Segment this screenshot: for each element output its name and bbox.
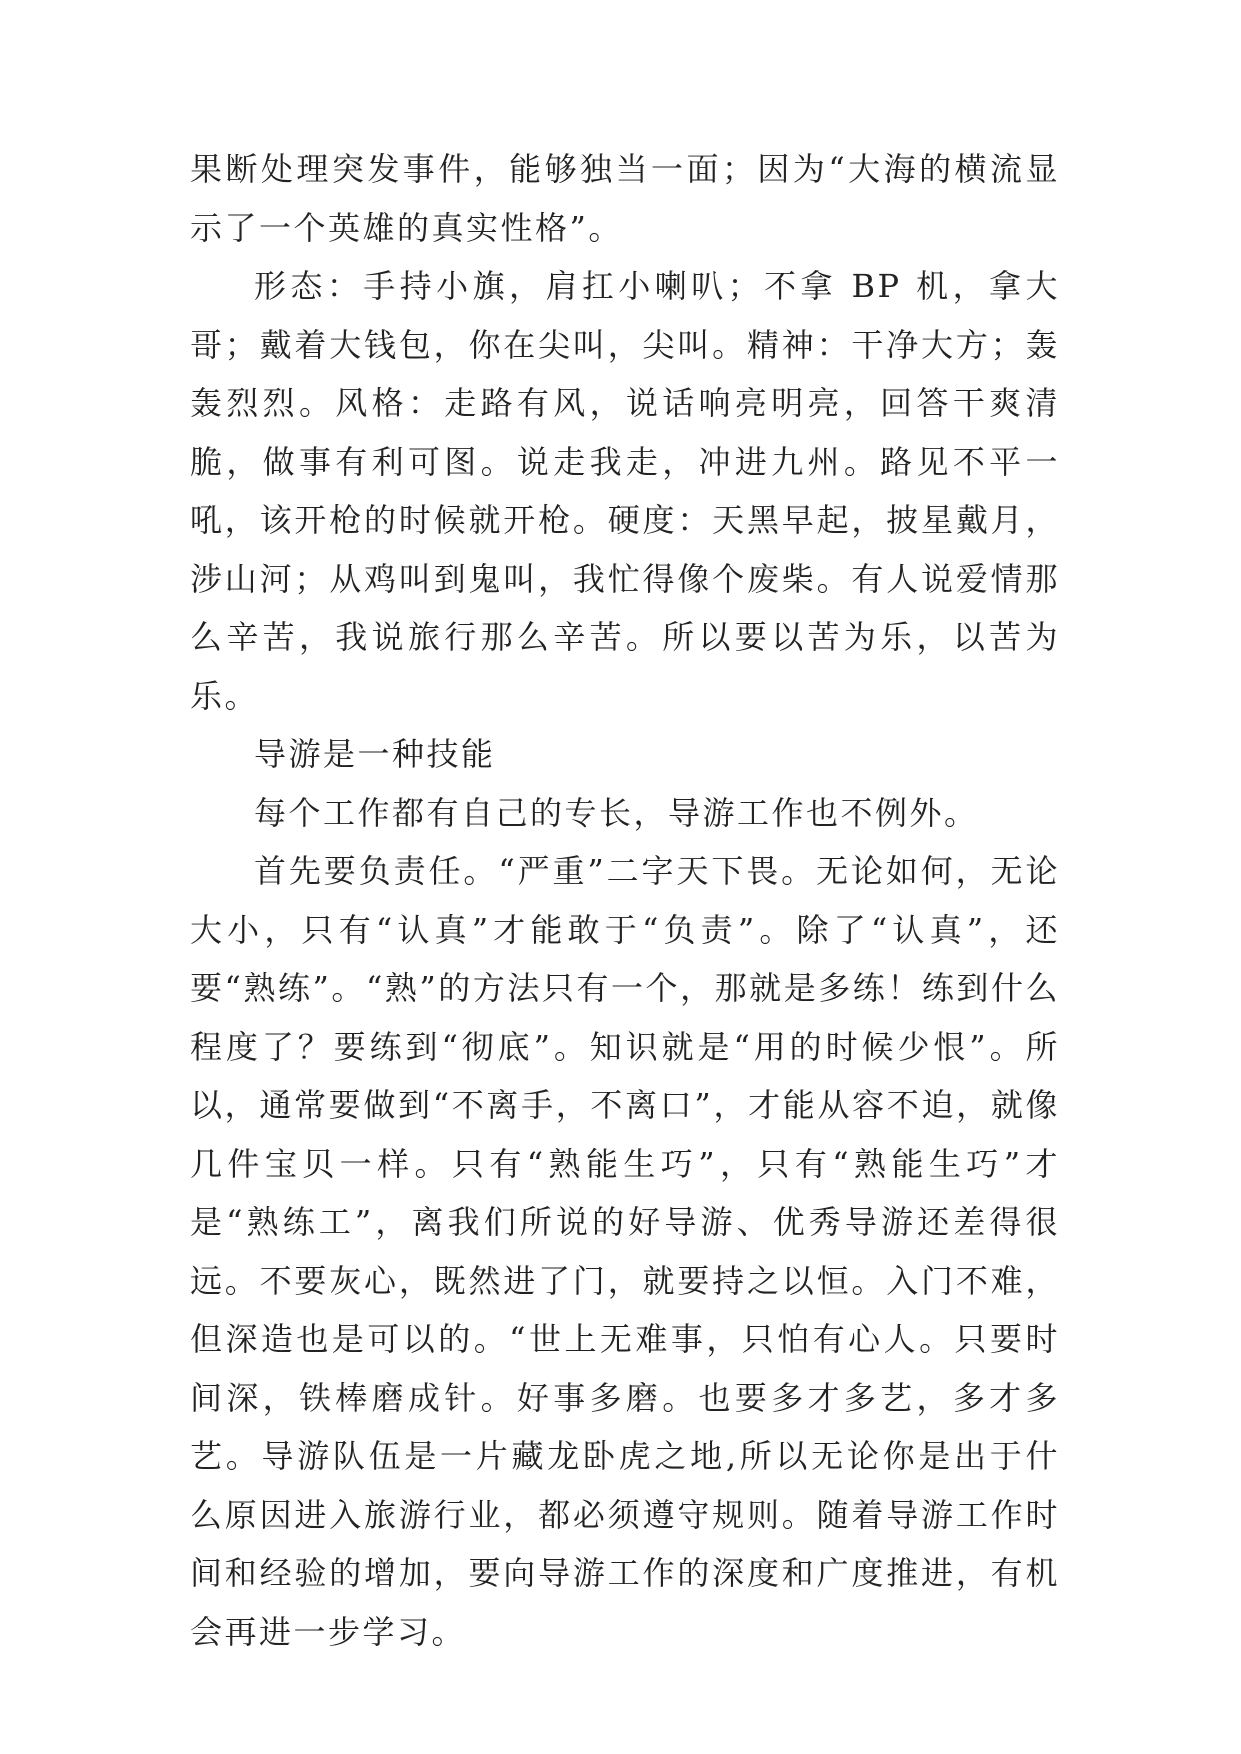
document-body — [190, 140, 1060, 1661]
paragraph-4: 每个工作都有自己的专长，导游工作也不例外。 — [254, 793, 979, 832]
paragraph-2: 形态：手持小旗，肩扛小喇叭；不拿 BP 机，拿大哥；戴着大钱包，你在尖叫，尖叫。精神：干净大方；轰轰烈烈。风格：走路有风，说话响亮明亮，回答干爽清脆，做事有利可图。说走我走，冲进九州。路见不平一吼，该开枪的时候就开枪。硬度：天黑早起，披星戴月，涉山河；从鸡叫到鬼叫，我忙得像个废柴。有人说爱情那么辛苦，我说旅行那么辛苦。所以要以苦为乐，以苦为乐。 — [190, 267, 1060, 715]
section-heading: 导游是一种技能 — [254, 735, 496, 773]
paragraph-5: 首先要负责任。“严重”二字天下畏。无论如何，无论大小，只有“认真”才能敢于“负责”。除了“认真”，还要“熟练”。“熟”的方法只有一个，那就是多练！练到什么程度了？要练到“彻底”。知识就是“用的时候少恨”。所以，通常要做到“不离手，不离口”，才能从容不迫，就像几件宝贝一样。只有“熟能生巧”，只有“熟能生巧”才是“熟练工”，离我们所说的好导游、优秀导游还差得很远。不要灰心，既然进了门，就要持之以恒。入门不难，但深造也是可以的。“世上无难事，只怕有心人。只要时间深，铁棒磨成针。好事多磨。也要多才多艺，多才多艺。导游队伍是一片藏龙卧虎之地,所以无论你是出于什么原因进入旅游行业，都必须遵守规则。随着导游工作时间和经验的增加，要向导游工作的深度和广度推进，有机会再进一步学习。 — [190, 852, 1060, 1651]
paragraph-1: 果断处理突发事件，能够独当一面；因为“大海的横流显示了一个英雄的真实性格”。 — [190, 150, 1060, 247]
